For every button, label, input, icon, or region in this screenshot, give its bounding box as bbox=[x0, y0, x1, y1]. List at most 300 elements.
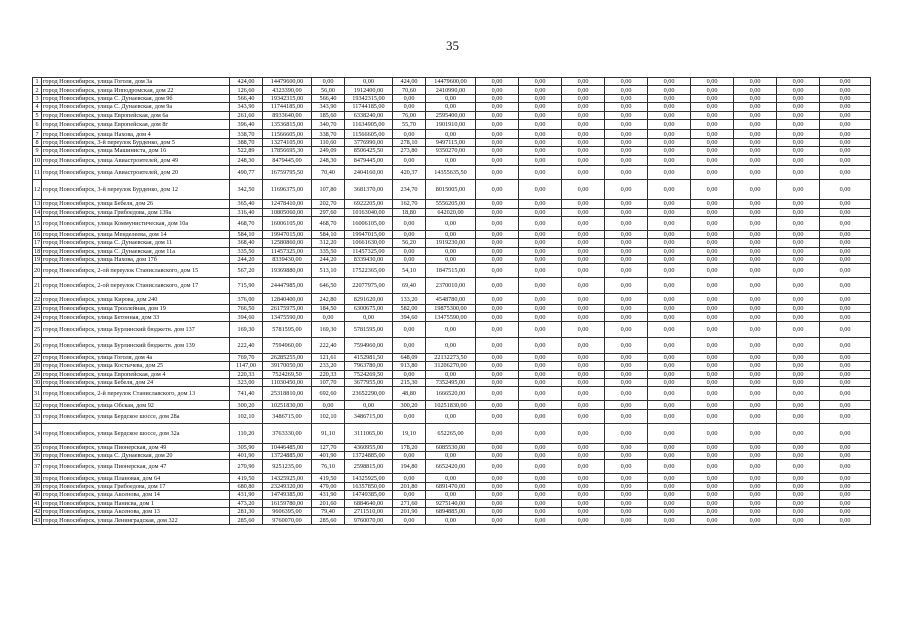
value-cell: 0,00 bbox=[562, 166, 605, 180]
value-cell: 0,00 bbox=[777, 443, 820, 451]
value-cell: 0,00 bbox=[777, 321, 820, 337]
value-cell: 0,00 bbox=[820, 499, 871, 507]
value-cell: 388,70 bbox=[230, 138, 263, 146]
value-cell: 249,09 bbox=[312, 147, 345, 155]
table-row bbox=[33, 264, 871, 278]
value-cell: 3677955,00 bbox=[345, 378, 393, 386]
value-cell: 0,00 bbox=[691, 321, 734, 337]
value-cell: 220,33 bbox=[230, 370, 263, 378]
value-cell: 0,00 bbox=[605, 378, 648, 386]
value-cell: 0,00 bbox=[519, 499, 562, 507]
value-cell: 0,00 bbox=[648, 474, 691, 482]
value-cell: 8291620,00 bbox=[345, 294, 393, 305]
value-cell: 178,20 bbox=[393, 443, 426, 451]
value-cell: 0,00 bbox=[476, 362, 519, 370]
value-cell: 1912400,00 bbox=[345, 86, 393, 94]
value-cell: 0,00 bbox=[519, 452, 562, 460]
value-cell: 0,00 bbox=[476, 155, 519, 166]
value-cell: 0,00 bbox=[648, 370, 691, 378]
value-cell: 0,00 bbox=[691, 111, 734, 119]
value-cell: 0,00 bbox=[519, 460, 562, 474]
address-cell: город Новосибирск, улица Коммунистическая, дом 10а bbox=[42, 216, 230, 230]
row-number: 18 bbox=[34, 247, 41, 255]
address-cell: город Новосибирск, улица С. Дунаевская, дом 9б bbox=[42, 94, 230, 102]
value-cell: 0,00 bbox=[777, 103, 820, 111]
value-cell: 11566605,00 bbox=[263, 130, 312, 138]
value-cell: 0,00 bbox=[820, 239, 871, 247]
row-number: 13 bbox=[34, 200, 41, 208]
value-cell: 0,00 bbox=[605, 474, 648, 482]
table-row bbox=[33, 482, 871, 490]
value-cell: 0,00 bbox=[519, 337, 562, 353]
value-cell: 0,00 bbox=[605, 200, 648, 208]
value-cell: 79,40 bbox=[312, 508, 345, 516]
value-cell: 0,00 bbox=[476, 474, 519, 482]
value-cell: 76,10 bbox=[312, 460, 345, 474]
value-cell: 0,00 bbox=[777, 423, 820, 443]
value-cell: 1847515,00 bbox=[426, 264, 476, 278]
value-cell: 201,60 bbox=[312, 499, 345, 507]
table-row bbox=[33, 474, 871, 482]
address-cell: город Новосибирск, улица Европейская, дом 8г bbox=[42, 119, 230, 130]
value-cell: 56,00 bbox=[312, 86, 345, 94]
value-cell: 0,00 bbox=[820, 147, 871, 155]
value-cell: 10251830,00 bbox=[426, 401, 476, 409]
value-cell: 11744185,00 bbox=[263, 103, 312, 111]
value-cell: 0,00 bbox=[691, 239, 734, 247]
value-cell: 0,00 bbox=[605, 387, 648, 401]
address-cell: город Новосибирск, улица С. Дунаевская, дом 11а bbox=[42, 247, 230, 255]
value-cell: 0,00 bbox=[519, 200, 562, 208]
value-cell: 0,00 bbox=[605, 278, 648, 294]
address-cell: город Новосибирск, улица Бебеля, дом 24 bbox=[42, 378, 230, 386]
address-cell: город Новосибирск, улица Авиастроителей, дом 49 bbox=[42, 155, 230, 166]
value-cell: 0,00 bbox=[820, 337, 871, 353]
value-cell: 17522365,00 bbox=[345, 264, 393, 278]
address-cell: город Новосибирск, улица Троллейная, дом 19 bbox=[42, 304, 230, 312]
value-cell: 0,00 bbox=[820, 321, 871, 337]
value-cell: 0,00 bbox=[519, 362, 562, 370]
value-cell: 0,00 bbox=[734, 423, 777, 443]
value-cell: 338,70 bbox=[312, 130, 345, 138]
value-cell: 0,00 bbox=[476, 230, 519, 238]
value-cell: 0,00 bbox=[777, 294, 820, 305]
row-number: 40 bbox=[34, 491, 41, 499]
value-cell: 2410990,00 bbox=[426, 86, 476, 94]
value-cell: 0,00 bbox=[734, 166, 777, 180]
value-cell: 3776990,00 bbox=[345, 138, 393, 146]
value-cell: 0,00 bbox=[345, 313, 393, 321]
value-cell: 194,80 bbox=[393, 460, 426, 474]
value-cell: 6922205,00 bbox=[345, 200, 393, 208]
table-row bbox=[33, 200, 871, 208]
value-cell: 0,00 bbox=[648, 130, 691, 138]
value-cell: 0,00 bbox=[519, 256, 562, 264]
value-cell: 0,00 bbox=[562, 353, 605, 361]
value-cell: 0,00 bbox=[691, 337, 734, 353]
value-cell: 0,00 bbox=[648, 147, 691, 155]
value-cell: 368,40 bbox=[230, 239, 263, 247]
value-cell: 273,80 bbox=[393, 147, 426, 155]
value-cell: 0,00 bbox=[562, 378, 605, 386]
value-cell: 0,00 bbox=[476, 239, 519, 247]
address-cell: город Новосибирск, улица Аксенова, дом 14 bbox=[42, 491, 230, 499]
value-cell: 0,00 bbox=[519, 166, 562, 180]
value-cell: 0,00 bbox=[519, 147, 562, 155]
table-row bbox=[33, 452, 871, 460]
value-cell: 0,00 bbox=[393, 230, 426, 238]
value-cell: 0,00 bbox=[562, 443, 605, 451]
value-cell: 14749385,00 bbox=[263, 491, 312, 499]
value-cell: 7594960,00 bbox=[345, 337, 393, 353]
value-cell: 107,70 bbox=[312, 378, 345, 386]
value-cell: 244,20 bbox=[312, 256, 345, 264]
value-cell: 0,00 bbox=[648, 247, 691, 255]
value-cell: 0,00 bbox=[393, 321, 426, 337]
value-cell: 343,90 bbox=[312, 103, 345, 111]
address-cell: город Новосибирск, улица Бердское шоссе, дом 28а bbox=[42, 409, 230, 423]
address-cell: город Новосибирск, улица Бебеля, дом 26 bbox=[42, 200, 230, 208]
value-cell: 6652420,00 bbox=[426, 460, 476, 474]
value-cell: 0,00 bbox=[476, 378, 519, 386]
value-cell: 0,00 bbox=[605, 147, 648, 155]
value-cell: 0,00 bbox=[605, 180, 648, 200]
housing-table bbox=[32, 77, 871, 525]
value-cell: 343,90 bbox=[230, 103, 263, 111]
value-cell: 0,00 bbox=[393, 491, 426, 499]
value-cell: 0,00 bbox=[734, 294, 777, 305]
value-cell: 10446485,00 bbox=[263, 443, 312, 451]
value-cell: 12478410,00 bbox=[263, 200, 312, 208]
value-cell: 0,00 bbox=[605, 460, 648, 474]
value-cell: 0,00 bbox=[393, 256, 426, 264]
value-cell: 0,00 bbox=[734, 353, 777, 361]
value-cell: 0,00 bbox=[648, 409, 691, 423]
value-cell: 0,00 bbox=[519, 119, 562, 130]
value-cell: 0,00 bbox=[648, 239, 691, 247]
value-cell: 0,00 bbox=[691, 508, 734, 516]
value-cell: 0,00 bbox=[519, 321, 562, 337]
value-cell: 0,00 bbox=[777, 94, 820, 102]
value-cell: 14355635,50 bbox=[426, 166, 476, 180]
value-cell: 0,00 bbox=[691, 278, 734, 294]
value-cell: 0,00 bbox=[777, 180, 820, 200]
value-cell: 0,00 bbox=[691, 387, 734, 401]
row-number: 35 bbox=[34, 443, 41, 451]
value-cell: 0,00 bbox=[562, 304, 605, 312]
value-cell: 0,00 bbox=[691, 247, 734, 255]
value-cell: 0,00 bbox=[519, 130, 562, 138]
value-cell: 0,00 bbox=[648, 119, 691, 130]
row-number: 25 bbox=[33, 321, 42, 337]
value-cell: 0,00 bbox=[691, 452, 734, 460]
value-cell: 0,00 bbox=[691, 130, 734, 138]
value-cell: 338,70 bbox=[230, 130, 263, 138]
value-cell: 0,00 bbox=[393, 130, 426, 138]
row-number: 8 bbox=[33, 138, 42, 146]
page-number: 35 bbox=[446, 38, 459, 53]
value-cell: 0,00 bbox=[648, 337, 691, 353]
table-row bbox=[33, 155, 871, 166]
value-cell: 522,89 bbox=[230, 147, 263, 155]
value-cell: 335,50 bbox=[230, 247, 263, 255]
value-cell: 0,00 bbox=[476, 423, 519, 443]
value-cell: 185,60 bbox=[312, 111, 345, 119]
value-cell: 0,00 bbox=[648, 138, 691, 146]
value-cell: 0,00 bbox=[605, 86, 648, 94]
value-cell: 0,00 bbox=[605, 230, 648, 238]
value-cell: 69,40 bbox=[393, 278, 426, 294]
value-cell: 248,30 bbox=[230, 155, 263, 166]
value-cell: 0,00 bbox=[476, 138, 519, 146]
value-cell: 323,00 bbox=[230, 378, 263, 386]
value-cell: 10661630,00 bbox=[345, 239, 393, 247]
value-cell: 215,30 bbox=[393, 378, 426, 386]
value-cell: 2598815,00 bbox=[345, 460, 393, 474]
value-cell: 25318810,00 bbox=[263, 387, 312, 401]
value-cell: 54,10 bbox=[393, 264, 426, 278]
value-cell: 0,00 bbox=[476, 482, 519, 490]
value-cell: 692,60 bbox=[312, 387, 345, 401]
value-cell: 0,00 bbox=[820, 370, 871, 378]
value-cell: 0,00 bbox=[777, 239, 820, 247]
value-cell: 0,00 bbox=[820, 278, 871, 294]
value-cell: 19947015,00 bbox=[345, 230, 393, 238]
value-cell: 0,00 bbox=[562, 313, 605, 321]
table-row bbox=[33, 313, 871, 321]
value-cell: 0,00 bbox=[777, 362, 820, 370]
table-row bbox=[33, 304, 871, 312]
value-cell: 1666520,00 bbox=[426, 387, 476, 401]
value-cell: 0,00 bbox=[777, 508, 820, 516]
value-cell: 19,10 bbox=[393, 423, 426, 443]
value-cell: 0,00 bbox=[777, 409, 820, 423]
address-cell: город Новосибирск, улица Бурлинский бюджетн. дом 137 bbox=[42, 321, 230, 337]
value-cell: 0,00 bbox=[820, 491, 871, 499]
value-cell: 10805060,00 bbox=[263, 208, 312, 216]
value-cell: 23249320,00 bbox=[263, 482, 312, 490]
value-cell: 0,00 bbox=[476, 78, 519, 86]
row-number: 1 bbox=[33, 78, 42, 86]
value-cell: 10163040,00 bbox=[345, 208, 393, 216]
value-cell: 0,00 bbox=[691, 443, 734, 451]
value-cell: 6085530,00 bbox=[426, 443, 476, 451]
value-cell: 12580860,00 bbox=[263, 239, 312, 247]
value-cell: 0,00 bbox=[393, 516, 426, 524]
value-cell: 0,00 bbox=[691, 304, 734, 312]
value-cell: 13475590,00 bbox=[263, 313, 312, 321]
value-cell: 0,00 bbox=[691, 474, 734, 482]
value-cell: 0,00 bbox=[777, 378, 820, 386]
value-cell: 0,00 bbox=[426, 452, 476, 460]
value-cell: 300,20 bbox=[230, 401, 263, 409]
value-cell: 0,00 bbox=[820, 401, 871, 409]
value-cell: 0,00 bbox=[562, 216, 605, 230]
value-cell: 0,00 bbox=[605, 138, 648, 146]
row-number: 20 bbox=[33, 264, 42, 278]
value-cell: 0,00 bbox=[562, 387, 605, 401]
address-cell: город Новосибирск, улица С. Дунаевская, дом 9а bbox=[42, 103, 230, 111]
value-cell: 0,00 bbox=[605, 321, 648, 337]
value-cell: 234,70 bbox=[393, 180, 426, 200]
row-number: 11 bbox=[33, 166, 42, 180]
value-cell: 0,00 bbox=[562, 239, 605, 247]
value-cell: 0,00 bbox=[393, 103, 426, 111]
row-number: 43 bbox=[34, 516, 41, 524]
value-cell: 0,00 bbox=[519, 103, 562, 111]
value-cell: 0,00 bbox=[691, 409, 734, 423]
value-cell: 285,60 bbox=[230, 516, 263, 524]
row-number: 36 bbox=[34, 452, 41, 460]
value-cell: 0,00 bbox=[777, 119, 820, 130]
value-cell: 0,00 bbox=[519, 313, 562, 321]
value-cell: 0,00 bbox=[426, 103, 476, 111]
value-cell: 3486715,00 bbox=[263, 409, 312, 423]
value-cell: 6894885,00 bbox=[426, 508, 476, 516]
value-cell: 567,20 bbox=[230, 264, 263, 278]
value-cell: 242,80 bbox=[312, 294, 345, 305]
table-row bbox=[33, 499, 871, 507]
value-cell: 0,00 bbox=[562, 278, 605, 294]
value-cell: 0,00 bbox=[393, 337, 426, 353]
value-cell: 0,00 bbox=[691, 516, 734, 524]
value-cell: 0,00 bbox=[734, 378, 777, 386]
value-cell: 0,00 bbox=[820, 294, 871, 305]
value-cell: 0,00 bbox=[519, 474, 562, 482]
value-cell: 2711510,00 bbox=[345, 508, 393, 516]
value-cell: 0,00 bbox=[691, 294, 734, 305]
value-cell: 0,00 bbox=[562, 86, 605, 94]
value-cell: 19342315,00 bbox=[345, 94, 393, 102]
value-cell: 0,00 bbox=[734, 103, 777, 111]
value-cell: 0,00 bbox=[519, 387, 562, 401]
value-cell: 0,00 bbox=[393, 94, 426, 102]
address-cell: город Новосибирск, улица Гоголя, дом 4а bbox=[42, 353, 230, 361]
value-cell: 0,00 bbox=[519, 304, 562, 312]
value-cell: 0,00 bbox=[562, 452, 605, 460]
value-cell: 2404160,00 bbox=[345, 166, 393, 180]
value-cell: 0,00 bbox=[777, 208, 820, 216]
value-cell: 0,00 bbox=[476, 256, 519, 264]
value-cell: 0,00 bbox=[648, 155, 691, 166]
value-cell: 0,00 bbox=[648, 313, 691, 321]
table-row bbox=[33, 130, 871, 138]
address-cell: город Новосибирск, улица Машиниста, дом 16 bbox=[42, 147, 230, 155]
value-cell: 0,00 bbox=[519, 239, 562, 247]
value-cell: 0,00 bbox=[476, 264, 519, 278]
row-number: 32 bbox=[34, 401, 41, 409]
value-cell: 126,60 bbox=[230, 86, 263, 94]
row-number: 5 bbox=[33, 111, 42, 119]
value-cell: 14749385,00 bbox=[345, 491, 393, 499]
value-cell: 0,00 bbox=[426, 130, 476, 138]
value-cell: 0,00 bbox=[777, 516, 820, 524]
value-cell: 0,00 bbox=[820, 460, 871, 474]
value-cell: 419,50 bbox=[230, 474, 263, 482]
value-cell: 3763330,00 bbox=[263, 423, 312, 443]
value-cell: 0,00 bbox=[476, 119, 519, 130]
value-cell: 19342315,00 bbox=[263, 94, 312, 102]
value-cell: 0,00 bbox=[519, 370, 562, 378]
value-cell: 0,00 bbox=[820, 94, 871, 102]
row-number: 39 bbox=[34, 483, 41, 491]
value-cell: 14479600,00 bbox=[426, 78, 476, 86]
value-cell: 0,00 bbox=[691, 378, 734, 386]
value-cell: 0,00 bbox=[734, 94, 777, 102]
value-cell: 0,00 bbox=[734, 460, 777, 474]
row-number: 9 bbox=[33, 147, 42, 155]
table-row bbox=[33, 294, 871, 305]
value-cell: 0,00 bbox=[605, 409, 648, 423]
value-cell: 0,00 bbox=[777, 370, 820, 378]
value-cell: 0,00 bbox=[312, 313, 345, 321]
value-cell: 22077975,00 bbox=[345, 278, 393, 294]
value-cell: 0,00 bbox=[648, 499, 691, 507]
value-cell: 56,20 bbox=[393, 239, 426, 247]
value-cell: 0,00 bbox=[562, 130, 605, 138]
value-cell: 0,00 bbox=[562, 256, 605, 264]
row-number: 17 bbox=[34, 239, 41, 247]
value-cell: 16357850,00 bbox=[345, 482, 393, 490]
value-cell: 0,00 bbox=[519, 353, 562, 361]
value-cell: 0,00 bbox=[476, 103, 519, 111]
value-cell: 0,00 bbox=[476, 321, 519, 337]
value-cell: 0,00 bbox=[777, 353, 820, 361]
value-cell: 7524269,50 bbox=[263, 370, 312, 378]
value-cell: 13536815,00 bbox=[263, 119, 312, 130]
value-cell: 6300675,00 bbox=[345, 304, 393, 312]
value-cell: 12840400,00 bbox=[263, 294, 312, 305]
row-number: 7 bbox=[33, 130, 42, 138]
address-cell: город Новосибирск, улица Бердское шоссе, дом 32а bbox=[42, 423, 230, 443]
value-cell: 0,00 bbox=[648, 460, 691, 474]
row-number: 21 bbox=[33, 278, 42, 294]
value-cell: 0,00 bbox=[820, 216, 871, 230]
value-cell: 5556205,00 bbox=[426, 200, 476, 208]
value-cell: 0,00 bbox=[476, 278, 519, 294]
value-cell: 0,00 bbox=[476, 304, 519, 312]
value-cell: 0,00 bbox=[476, 166, 519, 180]
value-cell: 0,00 bbox=[777, 138, 820, 146]
value-cell: 0,00 bbox=[562, 423, 605, 443]
value-cell: 0,00 bbox=[734, 370, 777, 378]
value-cell: 0,00 bbox=[605, 491, 648, 499]
value-cell: 0,00 bbox=[605, 401, 648, 409]
value-cell: 584,10 bbox=[230, 230, 263, 238]
value-cell: 490,77 bbox=[230, 166, 263, 180]
value-cell: 365,40 bbox=[230, 200, 263, 208]
value-cell: 9497115,00 bbox=[426, 138, 476, 146]
value-cell: 342,50 bbox=[230, 180, 263, 200]
value-cell: 335,50 bbox=[312, 247, 345, 255]
value-cell: 6884640,00 bbox=[345, 499, 393, 507]
value-cell: 4152981,50 bbox=[345, 353, 393, 361]
value-cell: 0,00 bbox=[519, 401, 562, 409]
value-cell: 16006105,00 bbox=[345, 216, 393, 230]
value-cell: 285,60 bbox=[312, 516, 345, 524]
value-cell: 222,40 bbox=[230, 337, 263, 353]
value-cell: 0,00 bbox=[820, 387, 871, 401]
value-cell: 0,00 bbox=[605, 294, 648, 305]
value-cell: 0,00 bbox=[734, 491, 777, 499]
value-cell: 76,00 bbox=[393, 111, 426, 119]
value-cell: 0,00 bbox=[605, 499, 648, 507]
value-cell: 13274105,00 bbox=[263, 138, 312, 146]
value-cell: 1147,00 bbox=[230, 362, 263, 370]
value-cell: 278,10 bbox=[393, 138, 426, 146]
value-cell: 10251830,00 bbox=[263, 401, 312, 409]
value-cell: 0,00 bbox=[426, 370, 476, 378]
